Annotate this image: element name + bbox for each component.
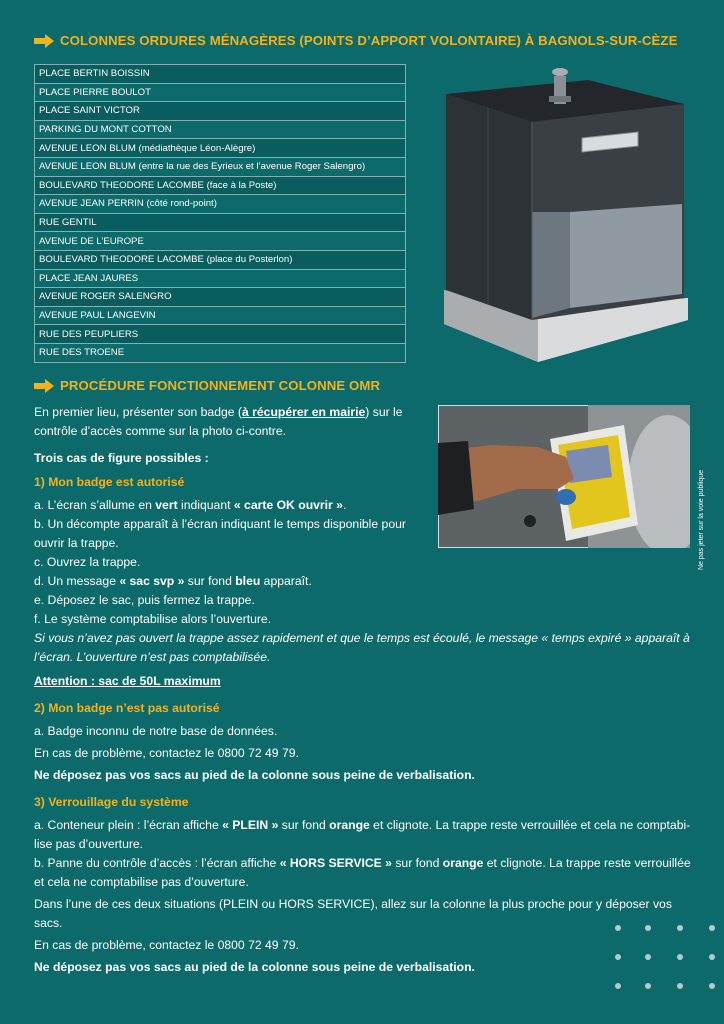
- dot: [709, 954, 715, 960]
- locations-table: [34, 64, 406, 363]
- table-row: [35, 343, 406, 362]
- table-row: [35, 139, 406, 158]
- location-cell: PLACE SAINT VICTOR: [35, 102, 406, 121]
- dot: [645, 983, 651, 989]
- case2-heading: 2) Mon badge n’est pas autorisé: [34, 701, 220, 715]
- location-cell: AVENUE JEAN PERRIN (côté rond-point): [35, 195, 406, 214]
- intro-block: [34, 403, 426, 441]
- case1-note: Si vous n’avez pas ouvert la trappe assez rapidement et que le temps est écoulé, le message « temps expiré » apparaît à l’écran. L’ouverture n’est pas comptabilisée.: [34, 631, 690, 664]
- table-row: [35, 213, 406, 232]
- case1-a: a. L’écran s’allume en vert indiquant « carte OK ouvrir ».: [34, 498, 347, 512]
- table-row: [35, 120, 406, 139]
- table-row: [35, 65, 406, 84]
- dot: [677, 983, 683, 989]
- attention-note: Attention : sac de 50L maximum: [34, 674, 221, 688]
- table-row: [35, 288, 406, 307]
- case2-contact: En cas de problème, contactez le 0800 72 49 79.: [34, 746, 299, 760]
- location-cell: AVENUE LEON BLUM (médiathèque Léon-Alègre): [35, 139, 406, 158]
- case2-a: a. Badge inconnu de notre base de données.: [34, 724, 278, 738]
- case3-heading: 3) Verrouillage du système: [34, 795, 189, 809]
- dot: [709, 925, 715, 931]
- location-cell: PLACE BERTIN BOISSIN: [35, 65, 406, 84]
- case3-warning: Ne déposez pas vos sacs au pied de la colonne sous peine de verbalisation.: [34, 960, 475, 974]
- case1-c: c. Ouvrez la trappe.: [34, 555, 141, 569]
- cases-block: [34, 449, 426, 553]
- table-row: [35, 306, 406, 325]
- location-cell: AVENUE DE L’EUROPE: [35, 232, 406, 251]
- waste-container-image: [438, 62, 694, 368]
- location-cell: RUE DES PEUPLIERS: [35, 325, 406, 344]
- dot: [615, 983, 621, 989]
- table-row: [35, 176, 406, 195]
- table-row: [35, 157, 406, 176]
- case1-block: [34, 553, 692, 977]
- badge-mairie-link: à récupérer en mairie: [241, 405, 366, 419]
- intro-paragraph: En premier lieu, présenter son badge (à récupérer en mairie) sur le contrôle d’accès comme sur la photo ci-contre.: [34, 405, 403, 438]
- location-cell: RUE GENTIL: [35, 213, 406, 232]
- arrow-right-icon: [34, 34, 54, 48]
- table-row: [35, 195, 406, 214]
- location-cell: BOULEVARD THEODORE LACOMBE (place du Posterlon): [35, 250, 406, 269]
- case1-f: f. Le système comptabilise alors l’ouverture.: [34, 612, 272, 626]
- dot: [615, 925, 621, 931]
- location-cell: AVENUE LEON BLUM (entre la rue des Eyrieux et l’avenue Roger Salengro): [35, 157, 406, 176]
- case2-warning: Ne déposez pas vos sacs au pied de la colonne sous peine de verbalisation.: [34, 768, 475, 782]
- case1-e: e. Déposez le sac, puis fermez la trappe.: [34, 593, 255, 607]
- location-cell: PLACE PIERRE BOULOT: [35, 83, 406, 102]
- dot: [677, 925, 683, 931]
- page-title: COLONNES ORDURES MÉNAGÈRES (POINTS D’APPORT VOLONTAIRE) À BAGNOLS-SUR-CÈZE: [60, 33, 678, 48]
- case3-both: Dans l’une de ces deux situations (PLEIN ou HORS SERVICE), allez sur la colonne la plus proche pour y déposer vos sacs.: [34, 897, 672, 930]
- case1-d: d. Un message « sac svp » sur fond bleu apparaît.: [34, 574, 312, 588]
- table-row: [35, 325, 406, 344]
- arrow-right-icon: [34, 379, 54, 393]
- location-cell: AVENUE ROGER SALENGRO: [35, 288, 406, 307]
- procedure-title: PROCÉDURE FONCTIONNEMENT COLONNE OMR: [60, 378, 381, 393]
- dot: [615, 954, 621, 960]
- table-row: [35, 102, 406, 121]
- case3-b: b. Panne du contrôle d’accès : l’écran affiche « HORS SERVICE » sur fond orange et clignote. La trappe reste verrouillée et cela ne comptabilise pas d’ouverture.: [34, 856, 691, 889]
- case1-b: b. Un décompte apparaît à l’écran indiquant le temps disponible pour ouvrir la trappe.: [34, 517, 406, 550]
- table-row: [35, 232, 406, 251]
- table-row: [35, 250, 406, 269]
- location-cell: AVENUE PAUL LANGEVIN: [35, 306, 406, 325]
- case3-contact: En cas de problème, contactez le 0800 72 49 79.: [34, 938, 299, 952]
- case3-a: a. Conteneur plein : l’écran affiche « PLEIN » sur fond orange et clignote. La trappe reste verrouillée et cela ne comptabi-lise pas d’ouverture.: [34, 818, 691, 851]
- case1-heading: 1) Mon badge est autorisé: [34, 475, 185, 489]
- table-row: [35, 83, 406, 102]
- location-cell: PLACE JEAN JAURES: [35, 269, 406, 288]
- table-row: [35, 269, 406, 288]
- location-cell: RUE DES TROENE: [35, 343, 406, 362]
- dot: [709, 983, 715, 989]
- dot: [645, 925, 651, 931]
- side-note: Ne pas jeter sur la voie publique: [698, 469, 705, 570]
- location-cell: BOULEVARD THEODORE LACOMBE (face à la Poste): [35, 176, 406, 195]
- location-cell: PARKING DU MONT COTTON: [35, 120, 406, 139]
- cases-heading: Trois cas de figure possibles :: [34, 451, 209, 465]
- badge-reader-photo: [438, 405, 690, 548]
- dot: [677, 954, 683, 960]
- dot: [645, 954, 651, 960]
